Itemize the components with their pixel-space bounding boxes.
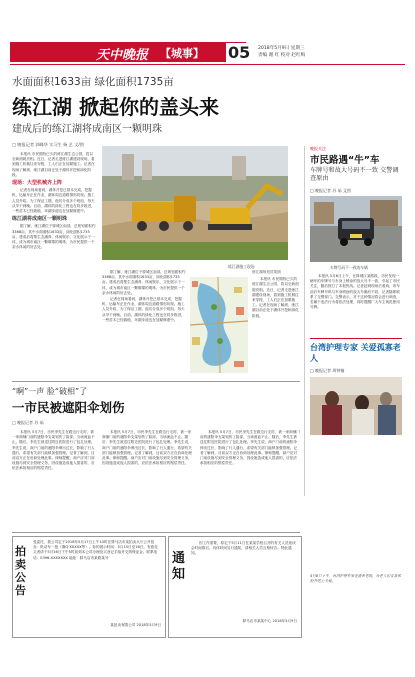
right-top-label: 晚报关注 — [310, 146, 326, 151]
section1-body: 记者在现场看到，湖体开挖已基本完成，挖掘机、运输车正在作业，湖体周边道路雏形初现。施工人员介绍，为了保证工期，他们分成多个班组，每天从早干到晚。目前，湖体的绿化工程也在同步推进，一些苗木已经栽植，环湖步道也在加紧修建中。 — [12, 188, 95, 214]
main-middle-text-2: 记者在现场看到，湖体开挖已基本完成，挖掘机、运输车正在作业，湖体周边道路雏形初现。施工人员介绍，为了保证工期，他们分成多个班组，每天从早干到晚。目前，湖体的绿化工程也在同步推进，一些苗木已经栽植，环湖步道也在加紧修建中。 — [102, 297, 185, 322]
section1-title: 现场：大型机械齐上阵 — [12, 180, 63, 187]
notice-body: 因工作需要，原定于5月11日在某某学校召开的有关人员座谈会时间推迟，具体时间另行通知，请相关人员互相转告。特此通知。 — [191, 541, 296, 556]
elder-care-photo — [310, 377, 402, 435]
main-middle-text: 据了解，练江湖位于驿城区南部，总规划面积约3368亩，其中水面面积1633亩，绿化面积1735亩。建成后将集生态涵养、休闲娱乐、文化展示于一体，成为城市南区一颗璀璨的明珠，为市民提供一个亲水休闲的好去处。 — [102, 270, 186, 295]
section2-title: 练江湖将成南区一颗明珠 — [12, 216, 68, 223]
notice-footer: 驿马店市某某中心 2018年5月9日 — [242, 619, 297, 623]
planning-map — [190, 277, 248, 373]
main-middle-column — [102, 270, 186, 375]
main-right-column — [252, 270, 300, 380]
middle-body-col2: 本报讯 5月7日，市民李先生在路边行走时，被一家商铺门前的遮阳伞支架划伤了脸部，当场流血不止。随后，李先生被送往附近医院进行了包扎处理。李先生说，商户门前的遮阳伞伸出过长，影响了行人通行，希望有关部门能够加强管理。记者了解到，目前双方正在协商处理此事。律师提醒，商户应对门前设施尽到安全管理义务，因设施造成他人损害的，应依法承担相应的赔偿责任。 — [102, 430, 192, 466]
middle-kicker: “啊”一声 脸“破相”了 — [12, 387, 88, 396]
auction-footer: 某拍卖有限公司 2018年5月9日 — [110, 623, 161, 627]
staff-line: 责编 谢 红 校对 赵红梅 — [258, 53, 306, 58]
auction-label: 拍卖公告 — [15, 545, 26, 597]
bottom-rule — [12, 532, 300, 533]
construction-photo-caption: 练江湖施工现场 — [228, 264, 255, 269]
auction-ad — [12, 536, 166, 638]
paper-name: 天中晚报 — [96, 48, 149, 63]
notice-ad — [168, 536, 302, 638]
masthead-rule — [10, 64, 405, 65]
right-top-byline: □ 晚报记者 苏 茹 文图 — [310, 188, 351, 193]
right-mid-headline: 台湾护理专家 关爱孤寡老人 — [310, 343, 401, 363]
middle-body-col1: 本报讯 5月7日，市民李先生在路边行走时，被一家商铺门前的遮阳伞支架划伤了脸部，当场流血不止。随后，李先生被送往附近医院进行了包扎处理。李先生说，商户门前的遮阳伞伸出过长，影响了行人通行，希望有关部门能够加强管理。记者了解到，目前双方正在协商处理此事。律师提醒，商户应对门前设施尽到安全管理义务，因设施造成他人损害的，应依法承担相应的赔偿责任。 — [12, 430, 95, 471]
notice-label: 通知 — [172, 551, 186, 582]
main-right-text: 本报讯 市民期待已久的练江湖生态公园，将以全新面貌亮相。近日，记者走进练江湖建设现场，看到施工机械往来穿梭，工人们正在加紧施工。记者在现场了解到，练江湖目前正处于湖体开挖和绿化阶段。 — [252, 277, 299, 318]
planning-map-caption: 练江湖规划效果图 — [252, 270, 281, 274]
middle-headline: 一市民被遮阳伞划伤 — [12, 400, 125, 415]
right-top-subheadline: 车牌号和故大号码不一致 交警调查原由 — [310, 167, 399, 182]
right-top-headline: 市民路遇“牛”车 — [310, 155, 380, 166]
vehicle-photo-caption: 车牌号码不一致的车辆 — [330, 265, 368, 270]
middle-rule — [12, 381, 300, 382]
main-kicker: 水面面积1633亩 绿化面积1735亩 — [12, 76, 174, 88]
page-number: 05 — [228, 43, 251, 62]
main-intro: 本报讯 市民期待已久的练江湖生态公园，将以全新面貌亮相。近日，记者走进练江湖建设现场，看到施工机械往来穿梭，工人们正在加紧施工。记者在现场了解到，练江湖目前正处于湖体开挖和绿化阶段。 — [12, 152, 95, 177]
date-line: 2018年5月9日 星期三 — [258, 46, 305, 51]
middle-byline: □ 晚报记者 苏 茹 — [12, 420, 44, 425]
section-name: 【城事】 — [160, 47, 204, 60]
middle-body-col3: 本报讯 5月7日，市民李先生在路边行走时，被一家商铺门前的遮阳伞支架划伤了脸部，当场流血不止。随后，李先生被送往附近医院进行了包扎处理。李先生说，商户门前的遮阳伞伸出过长，影响了行人通行，希望有关部门能够加强管理。记者了解到，目前双方正在协商处理此事。律师提醒，商户应对门前设施尽到安全管理义务，因设施造成他人损害的，应依法承担相应的赔偿责任。 — [200, 430, 300, 466]
auction-body: 受委托，我公司定于2018年5月17日上午10时在驿马店市某拍卖大厅公开拍卖：机动车一批（豫Q·XXXXX等）。标的展示时间：5月15日至16日。有意竞买者请于5月16日下午5时前到本公司办理竞买登记手续并交纳保证金。联系电话：0396-XXXXXXX 地址：驿马店市某路某号 — [33, 540, 158, 560]
main-left-column — [12, 152, 96, 367]
construction-photo — [102, 146, 288, 260]
main-headline: 练江湖 掀起你的盖头来 — [12, 95, 219, 119]
right-top-body: 本报讯 5月6日上午，在驿城区某路段，市民发现一辆车的车牌号与车身上喷涂的放大号不一致，引起了市民关注，随后拨打了本报热线。记者赶到现场后看到，该车前后车牌号码与车身喷涂的放大号确有不同，记者随即联系了交警部门。交警表示，对于这种情况将会进行调查，若属于违法行为将依法处理，同时提醒广大车主规范使用号牌。 — [310, 274, 400, 310]
column-divider — [304, 146, 305, 496]
main-subheadline: 建成后的练江湖将成南区一颗明珠 — [12, 124, 162, 135]
right-top-rule — [310, 338, 402, 339]
right-mid-byline: □ 晚报记者 周钟楠 — [310, 368, 345, 373]
right-mid-caption: 5月8日下午，台湾护理专家走进养老院，为老人们义务体检并送上关爱。 — [310, 574, 401, 584]
masthead — [0, 40, 415, 66]
vehicle-photo — [310, 196, 402, 262]
main-byline: □ 晚报记者 郭峰华 实习生 杨 艺 文/图 — [12, 142, 84, 147]
section2-body: 据了解，练江湖位于驿城区南部，总规划面积约3368亩，其中水面面积1633亩，绿化面积1735亩。建成后将集生态涵养、休闲娱乐、文化展示于一体，成为城市南区一颗璀璨的明珠，为市民提供一个亲水休闲的好去处。 — [12, 224, 96, 250]
